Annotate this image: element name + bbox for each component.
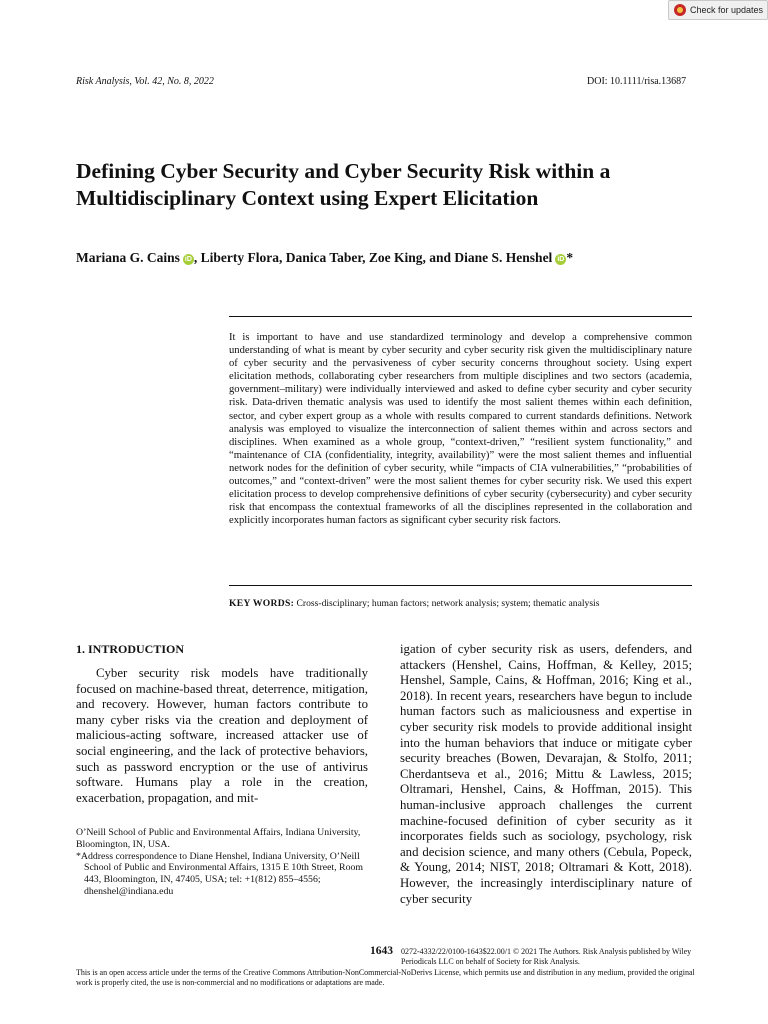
doi: DOI: 10.1111/risa.13687 <box>587 76 687 87</box>
author-rest: , Liberty Flora, Danica Taber, Zoe King, and Diane S. Henshel <box>193 250 553 265</box>
corresponding-asterisk: * <box>566 250 574 265</box>
crossmark-icon <box>674 4 686 16</box>
abstract-top-rule <box>229 316 692 317</box>
correspondence-address: *Address correspondence to Diane Henshel, Indiana University, O’Neill School of Public and Environmental Affairs, 1315 E 10th Street, Room 443, Bloomington, IN, 47405, USA; tel: +1(812) 855–4556; dhenshel@indiana.edu <box>76 850 363 897</box>
abstract-bottom-rule <box>229 585 692 586</box>
section-heading-introduction: 1. INTRODUCTION <box>76 642 185 656</box>
orcid-icon[interactable]: iD <box>557 256 565 263</box>
article-title: Defining Cyber Security and Cyber Security Risk within a Multidisciplinary Context using Expert Elicitation <box>76 159 611 210</box>
affiliations <box>76 827 368 898</box>
check-for-updates-label: Check for updates <box>690 5 764 15</box>
check-for-updates-button[interactable] <box>668 0 768 20</box>
orcid-icon[interactable]: iD <box>184 256 192 263</box>
keywords-text: Cross-disciplinary; human factors; network analysis; system; thematic analysis <box>296 598 600 609</box>
body-column-left <box>76 666 368 806</box>
intro-paragraph: Cyber security risk models have traditionally focused on machine-based threat, deterrence, mitigation, and recovery. However, human factors contribute to many cyber risks via the creation and deployment of malicious-acting software, increased attacker use of social engineering, and the lack of protective behaviors, such as password encryption or the use of antivirus software. Humans play a role in the creation, exacerbation, propagation, and mit- <box>76 666 368 805</box>
copyright-notice: 0272-4332/22/0100-1643$22.00/1 © 2021 The Authors. Risk Analysis published by Wiley Periodicals LLC on behalf of Society for Risk Analysis. <box>401 947 692 966</box>
body-column-right: igation of cyber security risk as users, defenders, and attackers (Henshel, Cains, Hoffman, & Kelley, 2015; Henshel, Sample, Cains, & Hoffman, 2016; King et al., 2018). In recent years, researchers have begun to include human factors such as maliciousness and expertise in cyber security risk models to provide additional insight into the human behaviors that induce or mitigate cyber security breaches (Bowen, Devarajan, & Stolfo, 2011; Cherdantseva et al., 2016; Mittu & Lawless, 2015; Oltramari, Henshel, Cains, & Hoffman, 2015). This human-inclusive approach challenges the current machine-focused definition of cyber security as it incorporates fields such as sociology, psychology, risk and decision science, and many others (Cebula, Popeck, & Young, 2014; NIST, 2018; Oltramari & Kott, 2018). However, the increasingly interdisciplinary nature of cyber security <box>400 642 692 906</box>
license-notice: This is an open access article under the terms of the Creative Commons Attribution-NonCommercial-NoDerivs License, which permits use and distribution in any medium, provided the original work is properly cited, the use is non-commercial and no modifications or adaptations are made. <box>76 968 695 987</box>
affiliation-1: O’Neill School of Public and Environmental Affairs, Indiana University, Bloomington, IN, USA. <box>76 827 361 850</box>
keywords-label: KEY WORDS: <box>229 598 295 609</box>
author-list <box>76 250 573 266</box>
journal-citation: Risk Analysis, Vol. 42, No. 8, 2022 <box>76 76 214 87</box>
keywords <box>229 598 599 609</box>
abstract-text: It is important to have and use standardized terminology and develop a comprehensive common understanding of what is meant by cyber security and cyber security risk given the multidisciplinary nature of cyber security and the pervasiveness of cyber security concerns throughout society. Using expert elicitation methods, collaborating cyber researchers from multiple disciplines and two sectors (academia, government–military) were individually interviewed and asked to define cyber security and cyber security risk. Data-driven thematic analysis was used to identify the most salient themes within each definition, sector, and cyber expert group as a whole with results compared to current standards definitions. Network analysis was employed to visualize the interconnection of salient themes within and across sectors and disciplines. When examined as a whole group, “context-driven,” “resilient system functionality,” and “maintenance of CIA (confidentiality, integrity, availability)” were the most salient themes and influential network nodes for the definition of cyber security, while “impacts of CIA vulnerabilities,” “probabilities of outcomes,” and “context-driven” were the most salient themes for cyber security risk. We used this expert elicitation process to develop comprehensive definitions of cyber security (cybersecurity) and cyber security risk that encompass the contextual frameworks of all the disciplines represented in the collaboration and explicitly incorporates human factors as significant cyber security risk factors. <box>229 332 692 527</box>
page-number: 1643 <box>370 945 393 957</box>
author-first: Mariana G. Cains <box>76 250 180 265</box>
